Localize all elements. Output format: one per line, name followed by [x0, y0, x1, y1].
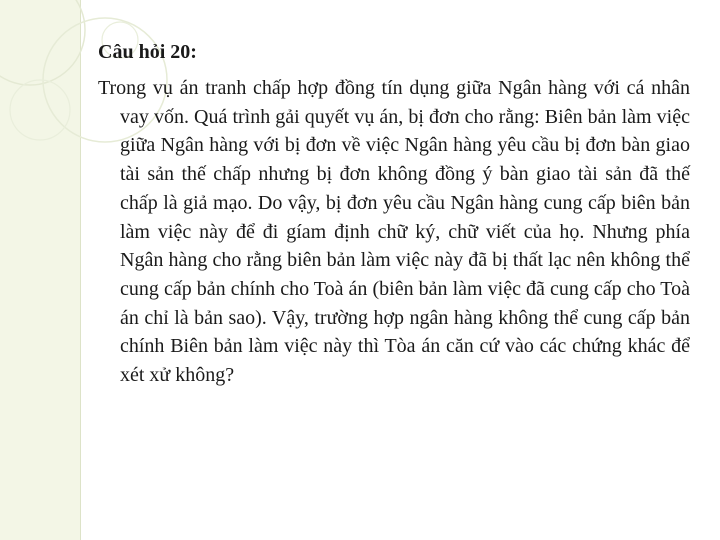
question-body: Trong vụ án tranh chấp hợp đồng tín dụng giữa Ngân hàng với cá nhân vay vốn. Quá trình gải quyết vụ án, bị đơn cho rằng: Biên bản làm việc giữa Ngân hàng với bị đơn về việc Ngân hàng yêu cầu bị đơn bàn giao tài sản thế chấp nhưng bị đơn không đồng ý bàn giao tài sản đã thế chấp là giả mạo. Do vậy, bị đơn yêu cầu Ngân hàng cung cấp biên bản làm việc này để đi gíam định chữ ký, chữ viết của họ. Nhưng phía Ngân hàng cho rằng biên bản làm việc này đã bị thất lạc nên không thể cung cấp bản chính cho Toà án (biên bản làm việc đã cung cấp cho Toà án chỉ là bản sao). Vậy, trường hợp ngân hàng không thể cung cấp bản chính Biên bản làm việc này thì Tòa án căn cứ vào các chứng khác để xét xử không? — [98, 77, 690, 387]
left-decorative-band — [0, 0, 81, 540]
question-title: Câu hỏi 20: — [98, 41, 197, 63]
slide-content — [98, 38, 690, 390]
